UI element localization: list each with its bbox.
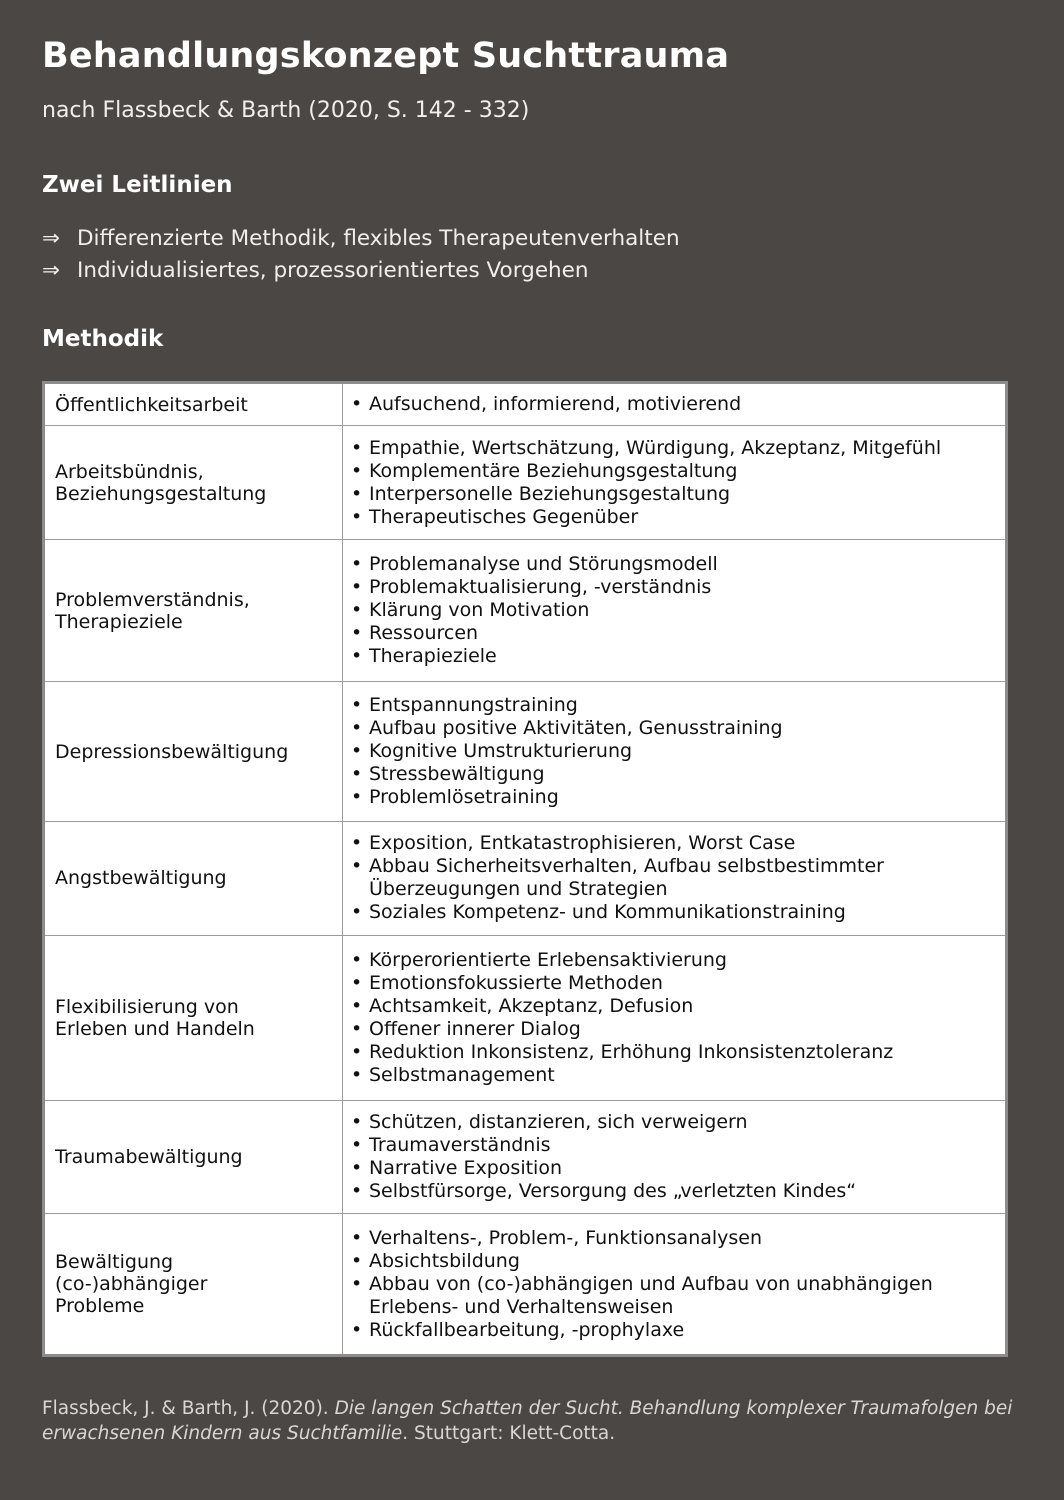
list-item: • Körperorientierte Erlebensaktivierung — [351, 949, 1005, 972]
bullet-list — [351, 694, 1005, 809]
list-item: • Problemaktualisierung, -verständnis — [351, 576, 1005, 599]
bullet-list — [351, 437, 1005, 529]
row-label: Angstbewältigung — [45, 822, 343, 936]
row-label: Problemverständnis, Therapieziele — [45, 539, 343, 681]
methodik-table-body — [45, 384, 1005, 1354]
row-items-cell — [343, 822, 1006, 936]
table-row — [45, 539, 1005, 681]
list-item: • Interpersonelle Beziehungsgestaltung — [351, 483, 1005, 506]
list-item: • Selbstmanagement — [351, 1064, 1005, 1087]
row-items-cell — [343, 539, 1006, 681]
arrow-right-icon: ⇒ — [42, 257, 61, 283]
table-row — [45, 1214, 1005, 1354]
methodik-table — [45, 384, 1005, 1354]
bullet-list — [351, 553, 1005, 668]
list-item: • Schützen, distanzieren, sich verweigern — [351, 1111, 1005, 1134]
bullet-list — [351, 1227, 1005, 1342]
reference-citation — [42, 1396, 1032, 1446]
list-item: • Klärung von Motivation — [351, 599, 1005, 622]
methodik-heading: Methodik — [42, 326, 164, 352]
row-items-cell — [343, 1214, 1006, 1354]
bullet-list — [351, 949, 1005, 1087]
leitlinien-heading: Zwei Leitlinien — [42, 172, 233, 198]
arrow-right-icon: ⇒ — [42, 226, 61, 251]
list-item: • Empathie, Wertschätzung, Würdigung, Akzeptanz, Mitgefühl — [351, 437, 1005, 460]
list-item: • Entspannungstraining — [351, 694, 1005, 717]
leitlinien-list — [42, 223, 680, 286]
list-item: • Traumaverständnis — [351, 1134, 1005, 1157]
list-item: • Kognitive Umstrukturierung — [351, 740, 1005, 763]
table-row — [45, 384, 1005, 426]
row-label: Flexibilisierung von Erleben und Handeln — [45, 935, 343, 1100]
list-item: • Rückfallbearbeitung, -prophylaxe — [351, 1319, 1005, 1342]
list-item: • Reduktion Inkonsistenz, Erhöhung Inkonsistenztoleranz — [351, 1041, 1005, 1064]
list-item: • Emotionsfokussierte Methoden — [351, 972, 1005, 995]
row-items-cell — [343, 384, 1006, 426]
list-item: • Offener innerer Dialog — [351, 1018, 1005, 1041]
list-item: • Narrative Exposition — [351, 1157, 1005, 1180]
list-item: • Stressbewältigung — [351, 763, 1005, 786]
bullet-list — [351, 832, 1005, 924]
page-subtitle: nach Flassbeck & Barth (2020, S. 142 - 332) — [42, 98, 530, 123]
row-label: Depressionsbewältigung — [45, 682, 343, 822]
row-items-cell — [343, 426, 1006, 540]
row-label: Öffentlichkeitsarbeit — [45, 384, 343, 426]
bullet-list — [351, 1111, 1005, 1203]
table-row — [45, 682, 1005, 822]
list-item: • Achtsamkeit, Akzeptanz, Defusion — [351, 995, 1005, 1018]
bullet-list — [351, 393, 1005, 416]
table-row — [45, 1100, 1005, 1214]
methodik-table-frame — [42, 381, 1008, 1357]
list-item: • Problemlösetraining — [351, 786, 1005, 809]
list-item: • Therapeutisches Gegenüber — [351, 506, 1005, 529]
row-items-cell — [343, 1100, 1006, 1214]
table-row — [45, 426, 1005, 540]
leitlinien-item-text: Individualisiertes, prozessorientiertes Vorgehen — [77, 257, 589, 283]
list-item: • Problemanalyse und Störungsmodell — [351, 553, 1005, 576]
row-items-cell — [343, 935, 1006, 1100]
list-item: • Ressourcen — [351, 622, 1005, 645]
list-item: • Komplementäre Beziehungsgestaltung — [351, 460, 1005, 483]
list-item: • Soziales Kompetenz- und Kommunikationstraining — [351, 901, 1005, 924]
table-row — [45, 935, 1005, 1100]
list-item: • Therapieziele — [351, 645, 1005, 668]
page-title: Behandlungskonzept Suchttrauma — [42, 36, 730, 76]
list-item: • Exposition, Entkatastrophisieren, Worst Case — [351, 832, 1005, 855]
leitlinien-item — [42, 223, 680, 255]
leitlinien-item — [42, 255, 680, 287]
list-item: • Abbau von (co-)abhängigen und Aufbau von unabhängigen Erlebens- und Verhaltensweisen — [351, 1273, 1005, 1319]
row-items-cell — [343, 682, 1006, 822]
row-label: Traumabewältigung — [45, 1100, 343, 1214]
row-label: Bewältigung (co-)abhängiger Probleme — [45, 1214, 343, 1354]
list-item: • Aufbau positive Aktivitäten, Genusstraining — [351, 717, 1005, 740]
list-item: • Absichtsbildung — [351, 1250, 1005, 1273]
list-item: • Aufsuchend, informierend, motivierend — [351, 393, 1005, 416]
leitlinien-item-text: Differenzierte Methodik, flexibles Therapeutenverhalten — [77, 226, 680, 251]
list-item: • Verhaltens-, Problem-, Funktionsanalysen — [351, 1227, 1005, 1250]
list-item: • Abbau Sicherheitsverhalten, Aufbau selbstbestimmter Überzeugungen und Strategien — [351, 855, 1005, 901]
reference-title: Die langen Schatten der Sucht. Behandlung komplexer Traumafolgen bei erwachsenen Kindern aus Suchtfamilie — [42, 1398, 1013, 1444]
table-row — [45, 822, 1005, 936]
reference-authors: Flassbeck, J. & Barth, J. (2020). — [42, 1398, 335, 1419]
list-item: • Selbstfürsorge, Versorgung des „verletzten Kindes“ — [351, 1180, 1005, 1203]
row-label: Arbeitsbündnis, Beziehungsgestaltung — [45, 426, 343, 540]
reference-publisher: . Stuttgart: Klett-Cotta. — [402, 1423, 616, 1444]
